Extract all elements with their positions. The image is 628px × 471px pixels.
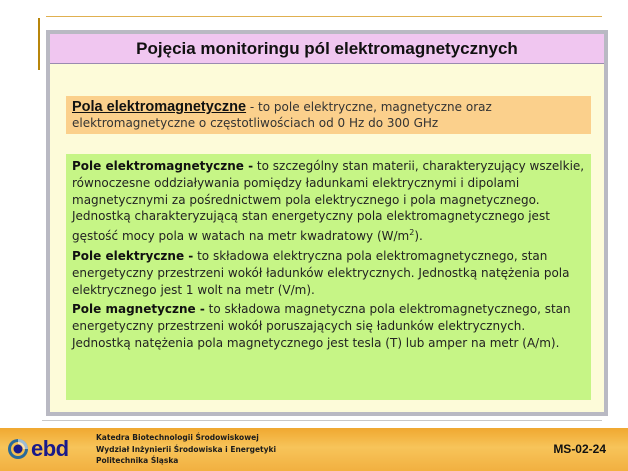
paragraph-magnetic-field <box>72 301 585 351</box>
paragraph-term: Pole elektryczne - <box>72 248 194 263</box>
logo-text: ebd <box>31 436 69 461</box>
paragraph-tail: ). <box>414 229 423 244</box>
institution-line: Politechnika Śląska <box>96 456 179 465</box>
ebd-logo <box>6 437 69 461</box>
institution-line: Katedra Biotechnologii Środowiskowej <box>96 433 259 442</box>
paragraph-term: Pole elektromagnetyczne - <box>72 159 254 173</box>
footer-bar <box>0 428 628 471</box>
bottom-decorative-line <box>42 420 602 421</box>
slide-body <box>50 34 604 412</box>
paragraph-text: to składowa elektryczna pola elektromagnetycznego, stan energetyczny przestrzeni wokół ładunków elektrycznych. Jednostką natężenia pola elektrycznego jest 1 wolt na metr (V/m). <box>72 248 570 297</box>
slide-code: MS-02-24 <box>553 442 606 456</box>
institution-info <box>96 432 276 467</box>
paragraph-term: Pole magnetyczne - <box>72 302 205 317</box>
title-bar <box>50 34 604 64</box>
paragraph-electric-field <box>72 248 585 298</box>
definition-term: Pola elektromagnetyczne <box>72 99 247 115</box>
institution-line: Wydział Inżynierii Środowiska i Energetyki <box>96 444 277 454</box>
definition-box <box>66 96 591 134</box>
slide-frame <box>46 30 608 416</box>
paragraph-text: to składowa magnetyczna pola elektromagnetycznego, stan energetyczny przestrzeni wokół poruszających się ładunków elektrycznych. Jednostką natężenia pola magnetycznego jest tesla (T) lub amper na metr (A/m). <box>72 302 571 350</box>
paragraph-text: to szczególny stan materii, charakteryzujący wszelkie, równoczesne oddziaływania pomiędzy ładunkami elektrycznymi i dipolami magnetycznymi za pośrednictwem pola elektrycznego i pola magnetycznego. Jednostką charakteryzującą stan energetyczny pola elektromagnetycznego jest gęstość mocy pola w watach na metr kwadratowy (W/m <box>72 159 585 244</box>
paragraph-em-field <box>72 158 585 245</box>
left-decorative-line <box>38 18 40 70</box>
logo-mark-icon <box>6 437 30 461</box>
top-decorative-line <box>46 16 602 17</box>
definition-text: - to pole elektryczne, magnetyczne oraz elektromagnetyczne o częstotliwościach od 0 Hz do 300 GHz <box>72 100 492 130</box>
slide-title: Pojęcia monitoringu pól elektromagnetycznych <box>136 38 518 58</box>
content-box <box>66 154 591 400</box>
superscript: 2 <box>409 228 415 238</box>
